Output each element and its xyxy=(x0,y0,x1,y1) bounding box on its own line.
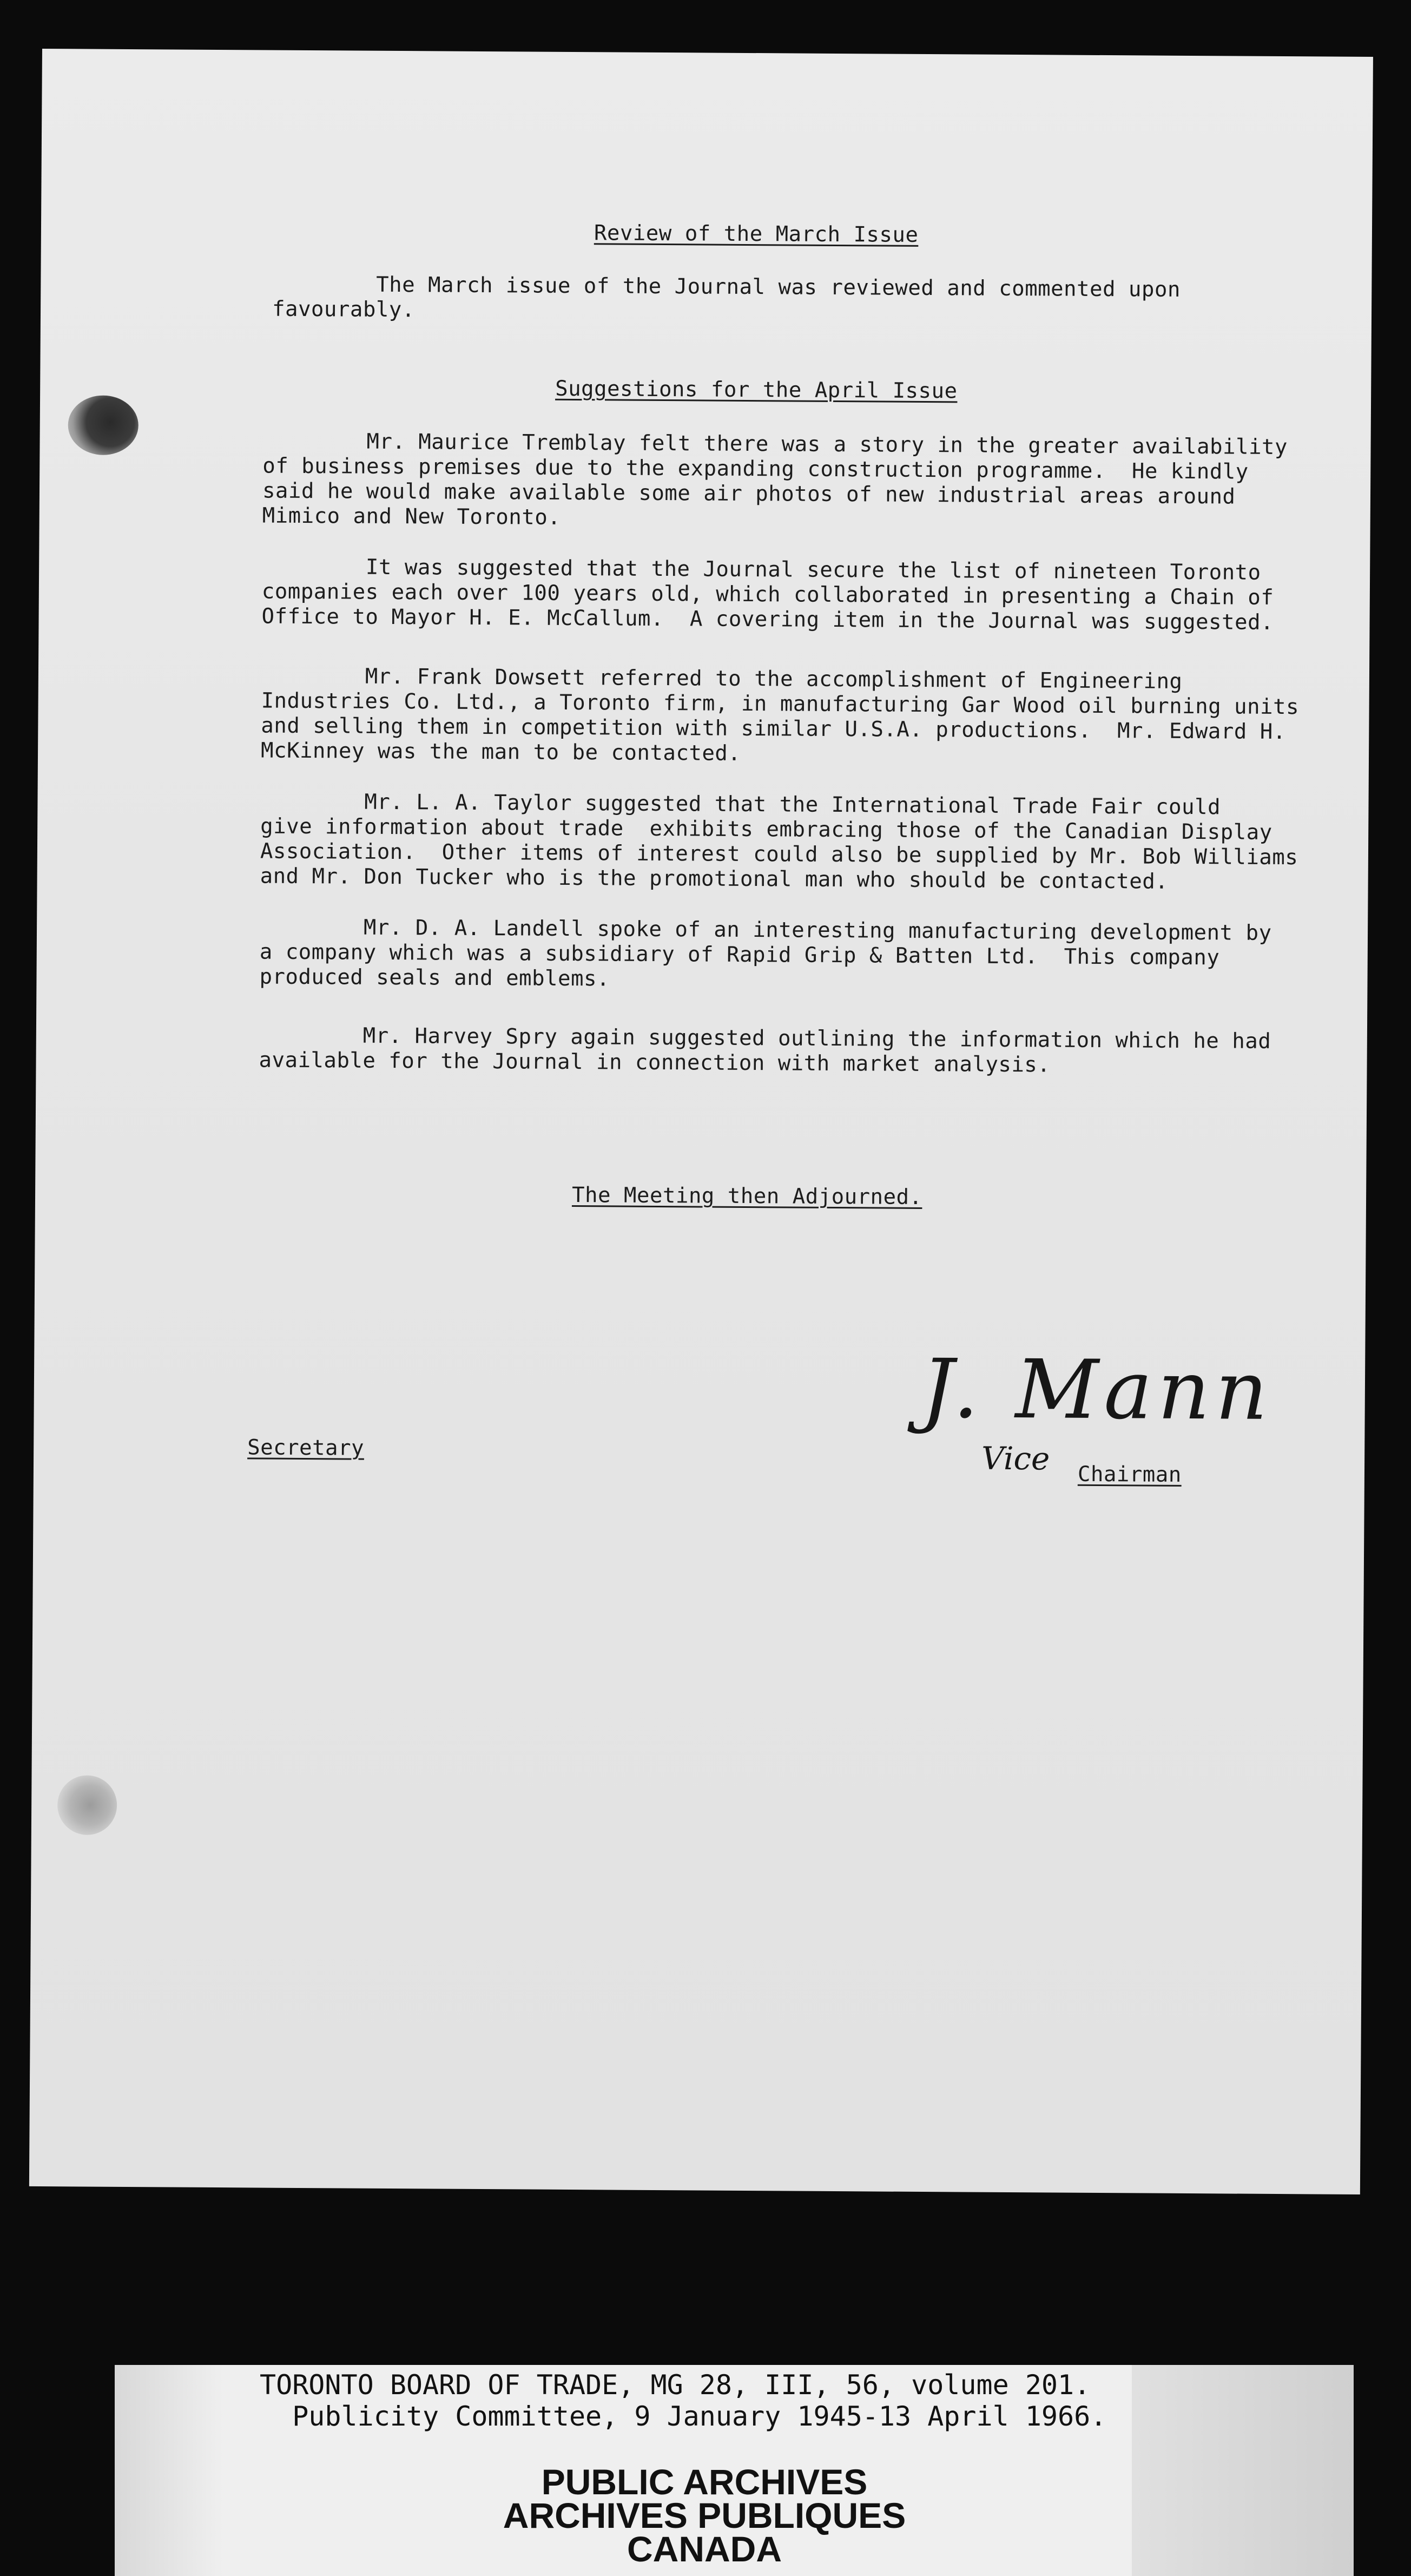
paragraph-line: Office to Mayor H. E. McCallum. A covering item in the Journal was suggested. xyxy=(261,604,1274,635)
paragraph-line: Mimico and New Toronto. xyxy=(262,503,561,530)
paragraph-line: It was suggested that the Journal secure the list of nineteen Toronto xyxy=(262,554,1261,585)
paragraph-line: favourably. xyxy=(272,297,415,323)
paragraph-line: Mr. L. A. Taylor suggested that the International Trade Fair could xyxy=(260,789,1221,820)
punch-hole xyxy=(57,1775,117,1835)
closing-line: The Meeting then Adjourned. xyxy=(571,1183,922,1210)
paragraph-line: give information about trade exhibits embracing those of the Canadian Display xyxy=(260,814,1272,845)
punch-hole xyxy=(68,395,139,455)
paragraph-line: Industries Co. Ltd., a Toronto firm, in manufacturing Gar Wood oil burning units xyxy=(261,688,1300,720)
secretary-label: Secretary xyxy=(247,1435,365,1461)
handwritten-vice: Vice xyxy=(981,1440,1050,1477)
paragraph-line: Mr. Harvey Spry again suggested outlining the information which he had xyxy=(259,1023,1271,1054)
paragraph-line: and selling them in competition with similar U.S.A. productions. Mr. Edward H. xyxy=(261,713,1286,745)
paragraph-line: Association. Other items of interest could also be supplied by Mr. Bob Williams xyxy=(260,839,1298,870)
archives-stamp-line2: ARCHIVES PUBLIQUES xyxy=(503,2495,906,2535)
section-heading-review: Review of the March Issue xyxy=(594,221,919,247)
paragraph-line: and Mr. Don Tucker who is the promotional man who should be contacted. xyxy=(260,864,1169,894)
paragraph-line: produced seals and emblems. xyxy=(259,964,610,991)
chairman-label: Chairman xyxy=(1077,1462,1182,1487)
archive-reference-line2: Publicity Committee, 9 January 1945-13 April 1966. xyxy=(260,2401,1107,2432)
label-shading xyxy=(1132,2365,1354,2576)
archives-stamp-line1: PUBLIC ARCHIVES xyxy=(541,2462,868,2502)
section-heading-suggestions: Suggestions for the April Issue xyxy=(555,376,958,404)
paragraph-line: of business premises due to the expanding construction programme. He kindly xyxy=(262,454,1249,484)
paragraph-line: Mr. Maurice Tremblay felt there was a story in the greater availability xyxy=(262,429,1288,460)
paragraph-line: companies each over 100 years old, which collaborated in presenting a Chain of xyxy=(261,579,1274,610)
document-page xyxy=(29,49,1373,2194)
paragraph-line: The March issue of the Journal was reviewed and commented upon xyxy=(272,272,1181,302)
archive-label xyxy=(115,2365,1354,2576)
paragraph-line: available for the Journal in connection with market analysis. xyxy=(259,1048,1051,1077)
archives-stamp-line3: CANADA xyxy=(627,2529,782,2569)
paragraph-line: Mr. D. A. Landell spoke of an interesting manufacturing development by xyxy=(259,915,1272,945)
archive-reference-line1: TORONTO BOARD OF TRADE, MG 28, III, 56, volume 201. xyxy=(260,2369,1091,2401)
paragraph-line: said he would make available some air photos of new industrial areas around xyxy=(262,478,1236,509)
label-shading xyxy=(115,2365,223,2576)
paragraph-line: Mr. Frank Dowsett referred to the accomplishment of Engineering xyxy=(261,663,1183,694)
paragraph-line: McKinney was the man to be contacted. xyxy=(260,738,741,766)
handwritten-signature: J. Mann xyxy=(921,1342,1274,1438)
paragraph-line: a company which was a subsidiary of Rapid Grip & Batten Ltd. This company xyxy=(259,939,1220,970)
